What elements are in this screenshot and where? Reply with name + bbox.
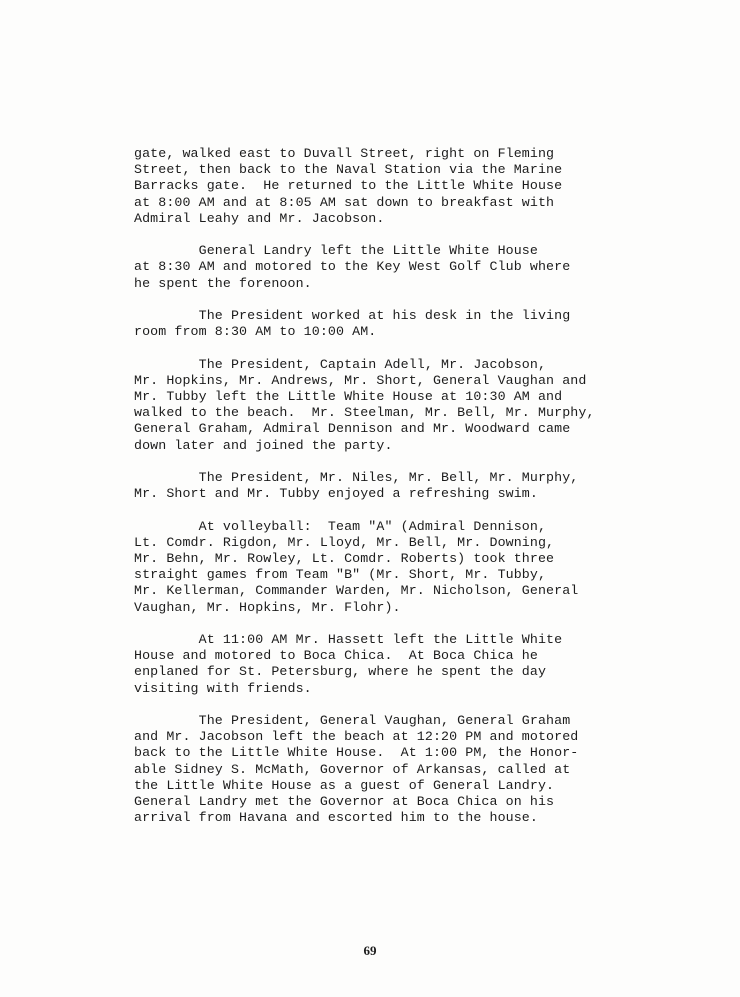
document-body bbox=[134, 146, 604, 843]
text-line: visiting with friends. bbox=[134, 680, 312, 696]
text-line: House and motored to Boca Chica. At Boca Chica he bbox=[134, 648, 538, 664]
paragraph-governor-visit bbox=[134, 713, 604, 826]
text-line: Mr. Kellerman, Commander Warden, Mr. Nicholson, General bbox=[134, 583, 579, 599]
paragraph-walk bbox=[134, 146, 604, 227]
text-line: The President, Mr. Niles, Mr. Bell, Mr. Murphy, bbox=[134, 470, 579, 485]
text-line: he spent the forenoon. bbox=[134, 275, 312, 291]
text-line: gate, walked east to Duvall Street, right on Fleming bbox=[134, 146, 555, 161]
text-line: back to the Little White House. At 1:00 PM, the Honor- bbox=[134, 745, 579, 761]
paragraph-president-desk bbox=[134, 308, 604, 340]
text-line: walked to the beach. Mr. Steelman, Mr. Bell, Mr. Murphy, bbox=[134, 405, 595, 421]
text-line: Mr. Tubby left the Little White House at 10:30 AM and bbox=[134, 389, 563, 404]
text-line: Barracks gate. He returned to the Little White House bbox=[134, 178, 563, 194]
page-number: 69 bbox=[363, 943, 377, 958]
text-line: Lt. Comdr. Rigdon, Mr. Lloyd, Mr. Bell, Mr. Downing, bbox=[134, 534, 555, 550]
text-line: General Landry left the Little White House bbox=[134, 243, 538, 259]
text-line: down later and joined the party. bbox=[134, 437, 393, 453]
text-line: at 8:00 AM and at 8:05 AM sat down to breakfast with bbox=[134, 194, 555, 210]
paragraph-hassett bbox=[134, 632, 604, 697]
text-line: General Graham, Admiral Dennison and Mr. Woodward came bbox=[134, 421, 571, 437]
text-line: and Mr. Jacobson left the beach at 12:20 PM and motored bbox=[134, 729, 579, 745]
text-line: room from 8:30 AM to 10:00 AM. bbox=[134, 324, 377, 340]
paragraph-swim bbox=[134, 470, 604, 502]
text-line: enplaned for St. Petersburg, where he spent the day bbox=[134, 664, 547, 680]
text-line: straight games from Team "B" (Mr. Short, Mr. Tubby, bbox=[134, 567, 547, 583]
paragraph-beach-walk bbox=[134, 357, 604, 454]
text-line: Admiral Leahy and Mr. Jacobson. bbox=[134, 210, 385, 226]
text-line: the Little White House as a guest of General Landry. bbox=[134, 777, 555, 793]
text-line: The President worked at his desk in the living bbox=[134, 308, 571, 323]
text-line: able Sidney S. McMath, Governor of Arkansas, called at bbox=[134, 761, 571, 777]
text-line: General Landry met the Governor at Boca Chica on his bbox=[134, 794, 555, 810]
text-line: Street, then back to the Naval Station via the Marine bbox=[134, 162, 563, 178]
text-line: Mr. Hopkins, Mr. Andrews, Mr. Short, General Vaughan and bbox=[134, 372, 587, 388]
text-line: Mr. Short and Mr. Tubby enjoyed a refreshing swim. bbox=[134, 486, 538, 502]
text-line: The President, Captain Adell, Mr. Jacobson, bbox=[134, 356, 547, 372]
text-line: At 11:00 AM Mr. Hassett left the Little White bbox=[134, 632, 563, 647]
text-line: At volleyball: Team "A" (Admiral Dennison, bbox=[134, 518, 547, 534]
paragraph-volleyball bbox=[134, 519, 604, 616]
paragraph-landry-golf bbox=[134, 243, 604, 292]
text-line: at 8:30 AM and motored to the Key West Golf Club where bbox=[134, 259, 571, 275]
text-line: arrival from Havana and escorted him to the house. bbox=[134, 810, 538, 826]
text-line: Vaughan, Mr. Hopkins, Mr. Flohr). bbox=[134, 599, 401, 615]
text-line: Mr. Behn, Mr. Rowley, Lt. Comdr. Roberts) took three bbox=[134, 551, 555, 566]
text-line: The President, General Vaughan, General Graham bbox=[134, 713, 571, 728]
